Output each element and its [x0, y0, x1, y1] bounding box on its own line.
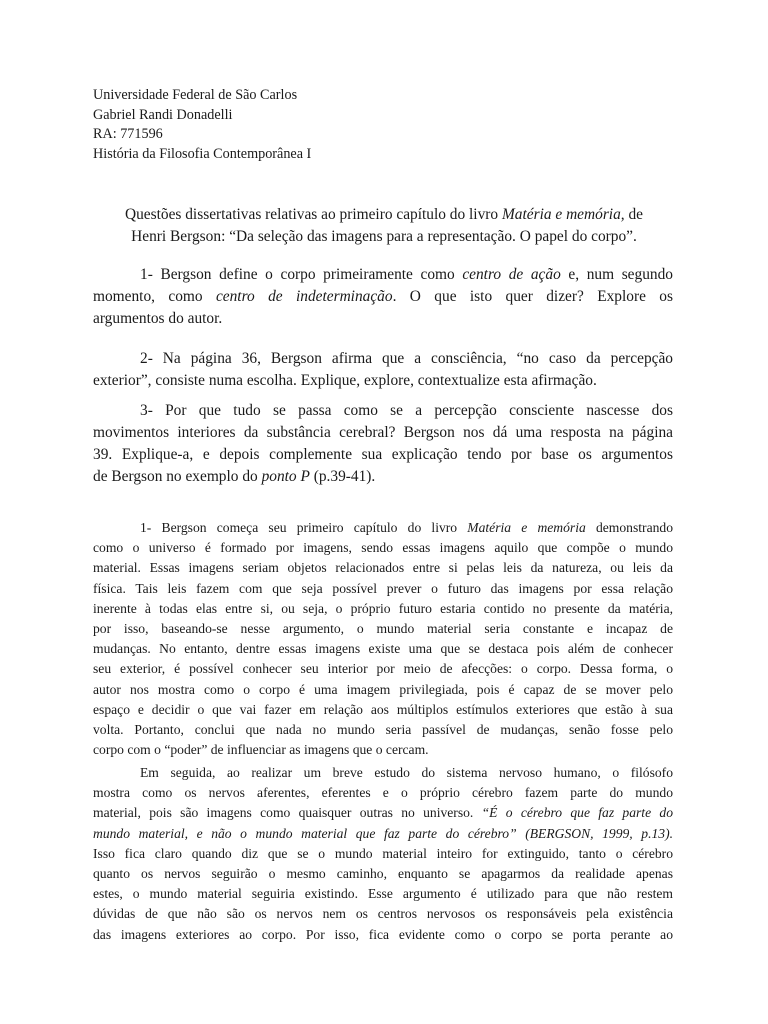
answer-line: Isso fica claro quando diz que se o mundo material inteiro for extinguido, tanto o cérebro [93, 845, 673, 861]
book-title: Matéria e memória, [501, 206, 625, 223]
answer-line: volta. Portanto, conclui que nada no mundo seria passível de mudanças, senão fosse pelo [93, 722, 673, 738]
answer-line: material. Essas imagens seriam objetos relacionados entre si pelas leis da natureza, ou leis da [93, 560, 673, 576]
university-name: Universidade Federal de São Carlos [93, 87, 298, 103]
question-3-line: movimentos interiores da substância cerebral? Bergson nos dá uma resposta na página [93, 424, 673, 441]
answer-line: estes, o mundo material seguiria existindo. Esse argumento é utilizado para que não restem [93, 886, 673, 902]
quotation: “É o cérebro que faz parte do [481, 805, 673, 821]
question-3 [93, 400, 673, 488]
question-1 [93, 264, 673, 330]
assignment-title [88, 204, 680, 248]
title-line-2: Henri Bergson: “Da seleção das imagens para a representação. O papel do corpo”. [131, 228, 637, 245]
answer-line: material, pois são imagens como quaisquer outras no universo. “É o cérebro que faz parte do [93, 805, 673, 821]
question-1-line: 1- Bergson define o corpo primeiramente como centro de ação e, num segundo [140, 266, 673, 283]
question-1-line: momento, como centro de indeterminação. O que isto quer dizer? Explore os [93, 288, 673, 305]
student-name: Gabriel Randi Donadelli [93, 106, 233, 123]
answer-line: das imagens exteriores ao corpo. Por isso, fica evidente como o corpo se porta perante ao [93, 926, 673, 942]
answer-line: dúvidas de que não são os nervos nem os centros nervosos os responsáveis pela existência [93, 906, 673, 922]
answer-line: espaço e decidir o que vai fazer em relação aos múltiplos estímulos exteriores que estão à sua [93, 701, 673, 717]
answer-2-paragraph [93, 763, 673, 945]
question-3-line: de Bergson no exemplo do ponto P (p.39-41). [93, 468, 376, 485]
answer-line [93, 824, 673, 844]
question-1-line: argumentos do autor. [93, 310, 223, 327]
quotation: mundo material, e não o mundo material que faz parte do cérebro” (BERGSON, 1999, p.13). [93, 825, 673, 841]
document-header [93, 86, 673, 164]
student-ra: RA: 771596 [93, 126, 163, 142]
answer-line: Em seguida, ao realizar um breve estudo do sistema nervoso humano, o filósofo [140, 765, 673, 780]
question-2-line: 2- Na página 36, Bergson afirma que a consciência, “no caso da percepção [140, 350, 673, 367]
answer-line: como o universo é formado por imagens, sendo essas imagens aquilo que compõe o mundo [93, 540, 673, 556]
answer-line: por isso, baseando-se nesse argumento, o mundo material seria constante e incapaz de [93, 621, 673, 637]
title-line-1: Questões dissertativas relativas ao primeiro capítulo do livro Matéria e memória, de [124, 206, 644, 223]
question-2-line: exterior”, consiste numa escolha. Explique, explore, contextualize esta afirmação. [93, 372, 597, 389]
answer-line: seu exterior, é possível conhecer seu interior por meio de afecções: o corpo. Dessa forma, o [93, 661, 673, 677]
answer-1-paragraph [93, 518, 673, 760]
answer-line: corpo com o “poder” de influenciar as imagens que o cercam. [93, 742, 429, 758]
answer-line: 1- Bergson começa seu primeiro capítulo do livro Matéria e memória demonstrando [140, 520, 673, 535]
course-name: História da Filosofia Contemporânea I [93, 145, 312, 162]
question-3-line: 39. Explique-a, e depois complemente sua explicação tendo por base os argumentos [93, 446, 673, 463]
answer-line: mostra como os nervos aferentes, eferentes e o próprio cérebro fazem parte do mundo [93, 785, 673, 801]
answer-line: mudanças. No entanto, dentre essas imagens existe uma que se destaca pois além de conhecer [93, 641, 673, 657]
answer-line: autor nos mostra como o corpo é uma imagem privilegiada, pois é capaz de se mover pelo [93, 681, 673, 697]
question-2 [93, 348, 673, 392]
answer-line: quanto os nervos seguirão o mesmo caminho, enquanto se apagarmos da realidade apenas [93, 866, 673, 882]
question-3-line: 3- Por que tudo se passa como se a percepção consciente nascesse dos [140, 402, 673, 419]
answer-line: física. Tais leis fazem com que seja possível prever o futuro das imagens por essa relação [93, 580, 673, 596]
answer-line: inerente à todas elas entre si, ou seja, o próprio futuro estaria contido no presente da matéria, [93, 600, 673, 616]
